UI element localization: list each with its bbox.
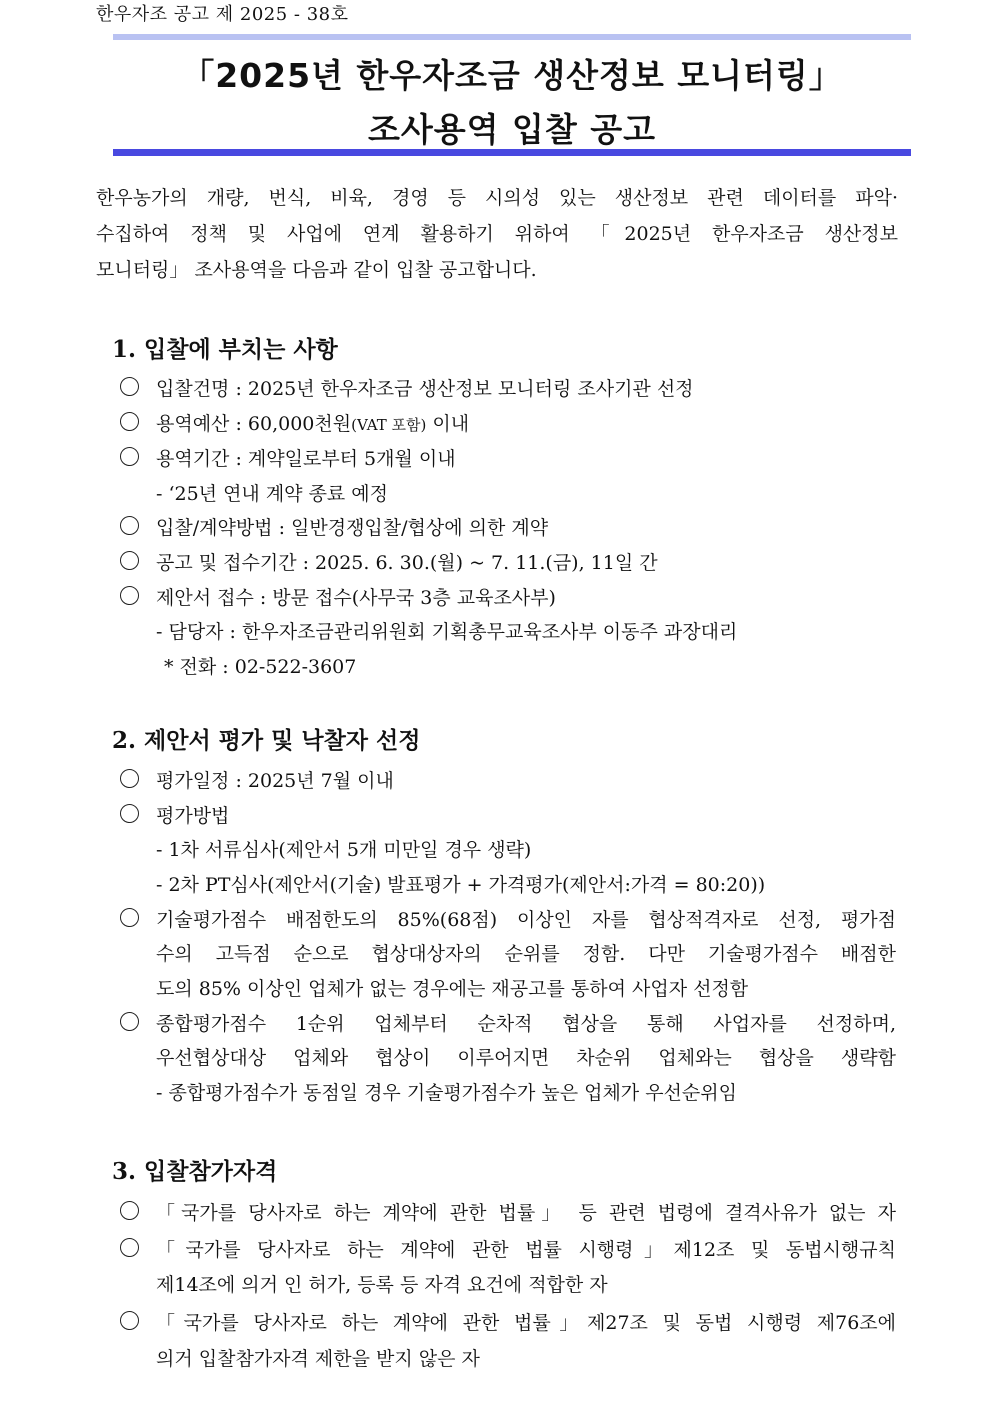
s3-item-decree-l1: 「국가를 당사자로 하는 계약에 관한 법률 시행령」제12조 및 동법시행규칙 [156, 1239, 896, 1261]
bullet-circle-icon [120, 804, 139, 823]
section-2-heading: 2. 제안서 평가 및 낙찰자 선정 [112, 727, 421, 754]
s3-item-restriction-l1: 「국가를 당사자로 하는 계약에 관한 법률」제27조 및 동법 시행령 제76조에 [156, 1312, 896, 1334]
s1-item-method: 입찰/계약방법 : 일반경쟁입찰/협상에 의한 계약 [156, 517, 549, 539]
budget-vat-note: (VAT 포함) [351, 416, 427, 434]
bullet-circle-icon [120, 586, 139, 605]
bullet-circle-icon [120, 447, 139, 466]
s1-item-title: 입찰건명 : 2025년 한우자조금 생산정보 모니터링 조사기관 선정 [156, 378, 694, 400]
section-3-heading: 3. 입찰참가자격 [112, 1158, 278, 1185]
title-top-rule [113, 34, 911, 40]
bullet-circle-icon [120, 769, 139, 788]
s2-item-ranking-sub: - 종합평가점수가 동점일 경우 기술평가점수가 높은 업체가 우선순위임 [156, 1082, 737, 1104]
s2-item-ranking-l2: 우선협상대상 업체와 협상이 이루어지면 차순위 업체와는 협상을 생략함 [156, 1047, 896, 1069]
s1-item-budget [156, 409, 469, 436]
bullet-circle-icon [120, 377, 139, 396]
s2-item-ranking-l1: 종합평가점수 1순위 업체부터 순차적 협상을 통해 사업자를 선정하며, [156, 1013, 896, 1035]
bullet-circle-icon [120, 412, 139, 431]
bullet-circle-icon [120, 1201, 139, 1220]
s1-item-submission: 제안서 접수 : 방문 접수(사무국 3층 교육조사부) [156, 587, 556, 609]
s3-item-restriction-l2: 의거 입찰참가자격 제한을 받지 않은 자 [156, 1348, 480, 1370]
s1-item-contact: - 담당자 : 한우자조금관리위원회 기획총무교육조사부 이동주 과장대리 [156, 621, 738, 643]
s2-item-criteria-l3: 도의 85% 이상인 업체가 없는 경우에는 재공고를 통하여 사업자 선정함 [156, 978, 749, 1000]
s2-item-method-sub1: - 1차 서류심사(제안서 5개 미만일 경우 생략) [156, 839, 532, 861]
s3-item-decree-l2: 제14조에 의거 인 허가, 등록 등 자격 요건에 적합한 자 [156, 1274, 608, 1296]
s2-item-criteria-l2: 수의 고득점 순으로 협상대상자의 순위를 정함. 다만 기술평가점수 배점한 [156, 943, 896, 965]
bullet-circle-icon [120, 516, 139, 535]
budget-text: 용역예산 : 60,000천원 [156, 413, 352, 435]
intro-paragraph [96, 180, 898, 288]
budget-suffix: 이내 [426, 413, 470, 435]
s2-item-criteria-l1: 기술평가점수 배점한도의 85%(68점) 이상인 자를 협상적격자로 선정, 평가점 [156, 909, 896, 931]
bullet-circle-icon [120, 1311, 139, 1330]
title-line-2: 조사용역 입찰 공고 [367, 110, 656, 149]
intro-line: 수집하여 정책 및 사업에 연계 활용하기 위하여 「2025년 한우자조금 생산정보 [96, 223, 898, 245]
s2-item-schedule: 평가일정 : 2025년 7월 이내 [156, 770, 394, 792]
title-bottom-rule [113, 149, 911, 156]
s2-item-method: 평가방법 [156, 805, 230, 827]
s1-item-period-sub: - ‘25년 연내 계약 종료 예정 [156, 483, 389, 505]
s2-item-method-sub2: - 2차 PT심사(제안서(기술) 발표평가 + 가격평가(제안서:가격 = 80:20)) [156, 874, 766, 896]
title-line-1: 「2025년 한우자조금 생산정보 모니터링」 [181, 56, 843, 95]
intro-line: 모니터링」 조사용역을 다음과 같이 입찰 공고합니다. [96, 259, 537, 281]
notice-number: 한우자조 공고 제 2025 - 38호 [96, 4, 349, 25]
section-1-heading: 1. 입찰에 부치는 사항 [112, 336, 338, 363]
bullet-circle-icon [120, 908, 139, 927]
intro-line: 한우농가의 개량, 번식, 비육, 경영 등 시의성 있는 생산정보 관련 데이터를 파악· [96, 187, 898, 209]
s1-item-dates: 공고 및 접수기간 : 2025. 6. 30.(월) ~ 7. 11.(금), 11일 간 [156, 552, 658, 574]
bullet-circle-icon [120, 1238, 139, 1257]
bullet-circle-icon [120, 1012, 139, 1031]
s3-item-law: 「국가를 당사자로 하는 계약에 관한 법률」 등 관련 법령에 결격사유가 없는 자 [156, 1202, 896, 1224]
s1-item-period: 용역기간 : 계약일로부터 5개월 이내 [156, 448, 456, 470]
s1-item-phone: * 전화 : 02-522-3607 [164, 656, 357, 678]
bullet-circle-icon [120, 551, 139, 570]
